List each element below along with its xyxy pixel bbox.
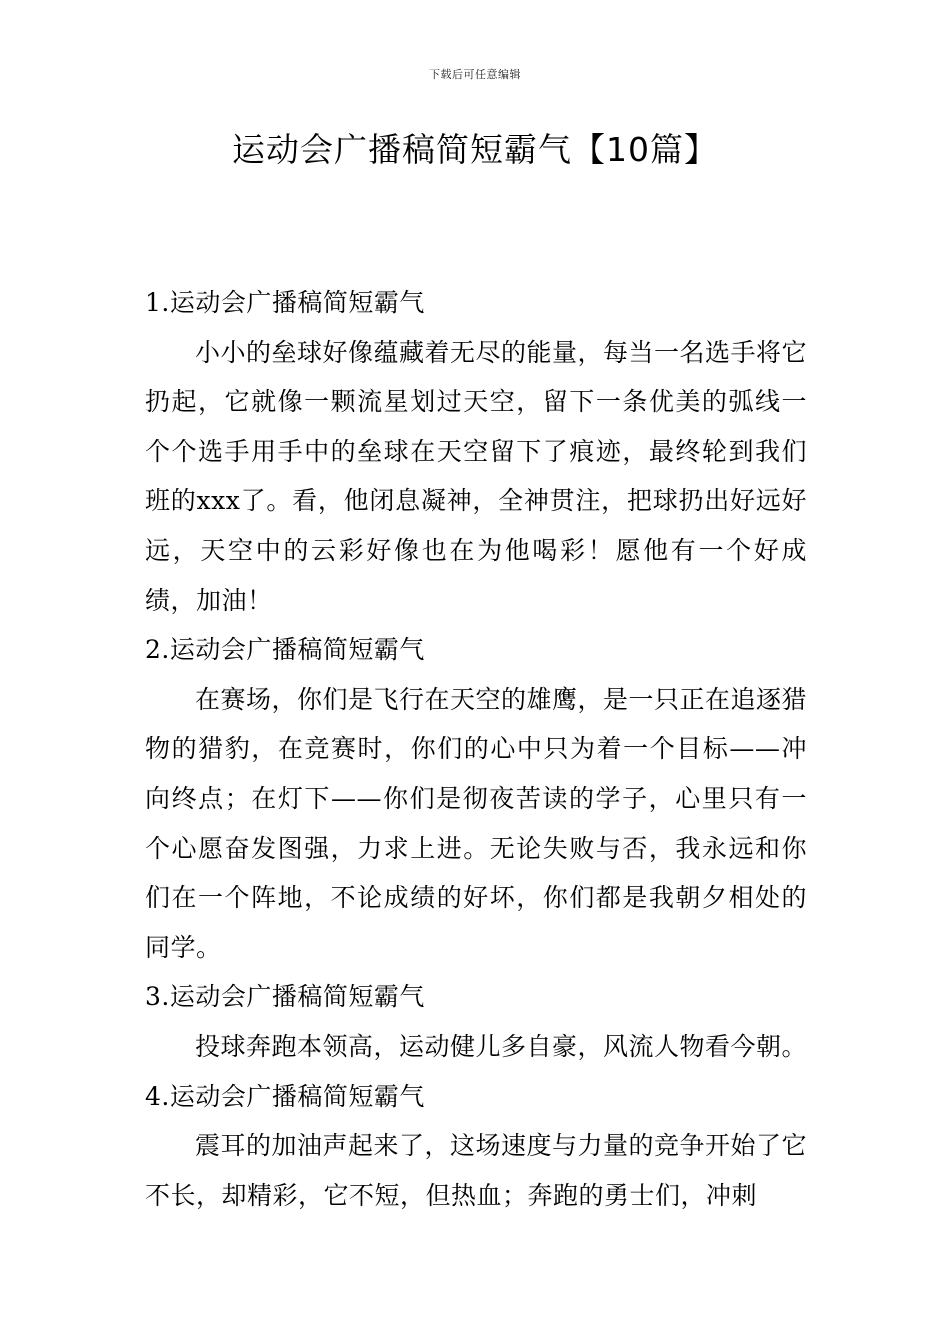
section-2: [145, 625, 807, 972]
section-1: [145, 278, 807, 625]
section-heading: 4.运动会广播稿简短霸气: [145, 1081, 425, 1111]
section-heading: 2.运动会广播稿简短霸气: [145, 635, 425, 665]
section-body: 小小的垒球好像蕴藏着无尽的能量，每当一名选手将它扔起，它就像一颗流星划过天空，留下一条优美的弧线一个个选手用手中的垒球在天空留下了痕迹，最终轮到我们班的xxx了。看，他闭息凝神，全神贯注，把球扔出好远好远，天空中的云彩好像也在为他喝彩！愿他有一个好成绩，加油！: [145, 337, 808, 615]
section-body: 投球奔跑本领高，运动健儿多自豪，风流人物看今朝。: [195, 1031, 808, 1061]
section-body: 震耳的加油声起来了，这场速度与力量的竞争开始了它不长，却精彩，它不短，但热血；奔跑的勇士们，冲刺: [145, 1131, 808, 1210]
document-title: 运动会广播稿简短霸气【10篇】: [232, 130, 718, 169]
document-content: [145, 278, 807, 1220]
section-4: [145, 1072, 807, 1221]
section-heading: 3.运动会广播稿简短霸气: [145, 982, 425, 1012]
section-3: [145, 972, 807, 1071]
section-body: 在赛场，你们是飞行在天空的雄鹰，是一只正在追逐猎物的猎豹，在竞赛时，你们的心中只为着一个目标——冲向终点；在灯下——你们是彻夜苦读的学子，心里只有一个心愿奋发图强，力求上进。无论失败与否，我永远和你们在一个阵地，不论成绩的好坏，你们都是我朝夕相处的同学。: [145, 684, 808, 962]
header-note: 下载后可任意编辑: [429, 68, 521, 81]
section-heading: 1.运动会广播稿简短霸气: [145, 288, 425, 317]
